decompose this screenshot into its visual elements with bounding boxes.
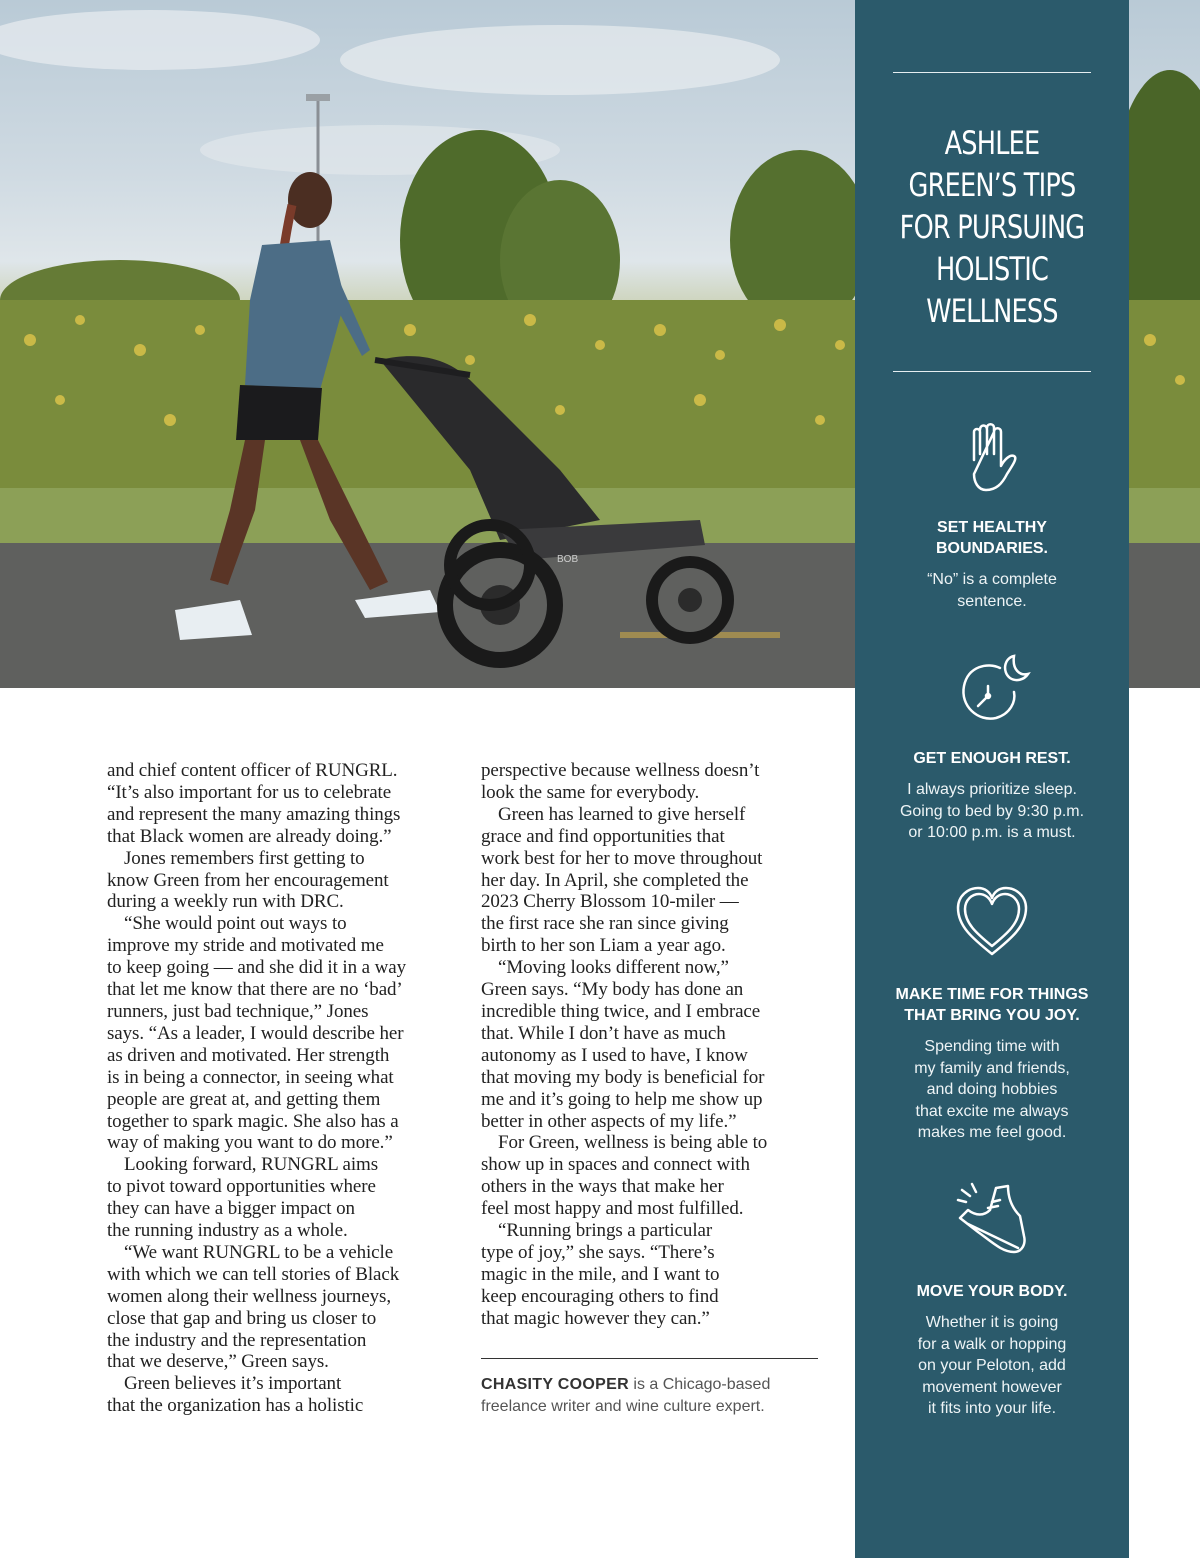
article-column-left <box>107 760 447 1417</box>
article-line: feel most happy and most fulfilled. <box>481 1198 744 1220</box>
article-line: incredible thing twice, and I embrace <box>481 1000 761 1022</box>
tip-heading <box>865 517 1119 559</box>
article-line: together to spark magic. She also has a <box>107 1110 399 1132</box>
tip-heading-line: MOVE YOUR BODY. <box>916 1283 1068 1300</box>
article-line: is in being a connector, in seeing what <box>107 1066 394 1088</box>
tip-body-line: Going to bed by 9:30 p.m. <box>899 802 1085 820</box>
running-shoe-icon <box>952 1180 1032 1260</box>
article-line: people are great at, and getting them <box>107 1088 381 1110</box>
sidebar-title-line: WELLNESS <box>926 292 1058 330</box>
article-line: Green believes it’s important <box>124 1373 342 1395</box>
article-line: the running industry as a whole. <box>107 1220 348 1242</box>
tip-body-line: on your Peloton, add <box>918 1357 1066 1374</box>
tip-heading <box>865 1281 1119 1302</box>
article-line: others in the ways that make her <box>481 1176 724 1198</box>
article-line: know Green from her encouragement <box>107 869 389 891</box>
tip-body-line: for a walk or hopping <box>917 1335 1067 1353</box>
sidebar-title-line: GREEN’S TIPS <box>908 166 1076 204</box>
article-line: type of joy,” she says. “There’s <box>481 1241 715 1263</box>
article-line: show up in spaces and connect with <box>481 1154 750 1176</box>
article-line: me and it’s going to help me show up <box>481 1088 763 1110</box>
article-line: her day. In April, she completed the <box>481 869 749 891</box>
tip-heading <box>865 984 1119 1026</box>
article-line: the industry and the representation <box>107 1329 367 1351</box>
article-line: way of making you want to do more.” <box>107 1132 393 1154</box>
article-line: and represent the many amazing things <box>107 803 401 825</box>
tip-body-line: I always prioritize sleep. <box>907 781 1077 798</box>
tip-body-line: that excite me always <box>915 1102 1069 1120</box>
article-line: birth to her son Liam a year ago. <box>481 935 726 957</box>
article-paragraph <box>481 804 811 957</box>
article-line: that Black women are already doing.” <box>107 825 392 847</box>
article-line: Jones remembers first getting to <box>124 847 365 869</box>
article-line: “She would point out ways to <box>124 913 347 935</box>
article-paragraph <box>481 1132 811 1220</box>
article-line: that moving my body is beneficial for <box>481 1066 765 1088</box>
article-line: during a weekly run with DRC. <box>107 891 344 913</box>
tip-heading-line: SET HEALTHY <box>937 519 1047 536</box>
hand-icon <box>952 418 1032 498</box>
article-line: that magic however they can.” <box>481 1307 710 1329</box>
stroller-brand-label: BOB <box>557 554 579 565</box>
author-bio <box>481 1374 821 1418</box>
sidebar-title-rule <box>893 371 1091 372</box>
article-line: improve my stride and motivated me <box>107 935 384 957</box>
tip-body-line: sentence. <box>957 592 1027 610</box>
article-line: magic in the mile, and I want to <box>481 1263 720 1285</box>
article-line: “It’s also important for us to celebrate <box>107 781 392 803</box>
article-line: runners, just bad technique,” Jones <box>107 1000 369 1022</box>
article-paragraph <box>107 1154 447 1242</box>
article-line: as driven and motivated. Her strength <box>107 1044 390 1066</box>
article-line: perspective because wellness doesn’t <box>481 760 760 781</box>
article-line: better in other aspects of my life.” <box>481 1110 737 1132</box>
article-line: grace and find opportunities that <box>481 825 725 847</box>
heart-icon <box>952 882 1032 962</box>
article-line: Looking forward, RUNGRL aims <box>124 1154 379 1176</box>
article-paragraph <box>481 1220 811 1330</box>
article-line: and chief content officer of RUNGRL. <box>107 760 398 781</box>
tip-body-line: Whether it is going <box>925 1314 1059 1331</box>
tip-body-line: makes me feel good. <box>917 1124 1067 1141</box>
tip-body-line: “No” is a complete <box>927 571 1057 588</box>
article-line: “Running brings a particular <box>498 1220 713 1242</box>
author-bio-text: freelance writer and wine culture expert. <box>481 1398 765 1415</box>
article-line: keep encouraging others to find <box>481 1285 719 1307</box>
article-paragraph <box>107 1242 447 1373</box>
tip-body-line: and doing hobbies <box>926 1081 1058 1098</box>
article-paragraph <box>481 760 811 804</box>
sidebar-title-line: FOR PURSUING <box>899 208 1085 246</box>
clock-moon-icon <box>952 650 1032 730</box>
tip-body <box>875 569 1109 612</box>
article-line: with which we can tell stories of Black <box>107 1263 400 1285</box>
article-line: autonomy as I used to have, I know <box>481 1044 748 1066</box>
article-line: says. “As a leader, I would describe her <box>107 1022 404 1044</box>
sidebar-title-line: ASHLEE <box>944 124 1040 162</box>
sidebar-title-line: HOLISTIC <box>935 250 1049 288</box>
tip-body <box>875 1036 1109 1144</box>
tip-heading-line: MAKE TIME FOR THINGS <box>895 986 1089 1003</box>
article-paragraph <box>107 1373 447 1417</box>
article-line: the first race she ran since giving <box>481 913 729 935</box>
article-line: For Green, wellness is being able to <box>498 1132 768 1154</box>
article-line: that. While I don’t have as much <box>481 1022 726 1044</box>
article-line: that let me know that there are no ‘bad’ <box>107 979 403 1001</box>
article-line: they can have a bigger impact on <box>107 1198 355 1220</box>
bio-divider <box>481 1358 818 1359</box>
article-paragraph <box>107 760 447 848</box>
article-line: to pivot toward opportunities where <box>107 1176 376 1198</box>
author-bio-text: is a Chicago-based <box>628 1376 771 1393</box>
tip-heading-line: GET ENOUGH REST. <box>913 750 1071 767</box>
article-line: Green says. “My body has done an <box>481 979 744 1001</box>
article-line: to keep going — and she did it in a way <box>107 957 406 979</box>
article-paragraph <box>107 913 447 1154</box>
tip-body-line: Spending time with <box>924 1038 1060 1055</box>
article-line: 2023 Cherry Blossom 10-miler — <box>481 891 739 913</box>
tips-sidebar <box>855 0 1129 1558</box>
tip-body-line: movement however <box>922 1378 1062 1396</box>
article-line: look the same for everybody. <box>481 781 700 803</box>
article-line: women along their wellness journeys, <box>107 1285 391 1307</box>
tip-body-line: or 10:00 p.m. is a must. <box>908 824 1076 841</box>
article-paragraph <box>107 848 447 914</box>
article-line: “Moving looks different now,” <box>498 957 729 979</box>
article-column-right <box>481 760 811 1330</box>
tip-body <box>875 779 1109 844</box>
tip-heading <box>865 748 1119 769</box>
article-line: that we deserve,” Green says. <box>107 1351 329 1373</box>
tip-heading-line: THAT BRING YOU JOY. <box>904 1007 1080 1024</box>
author-name: CHASITY COOPER <box>481 1376 629 1393</box>
tip-heading-line: BOUNDARIES. <box>935 540 1048 557</box>
article-line: Green has learned to give herself <box>498 803 746 825</box>
tip-body <box>875 1312 1109 1420</box>
tip-body-line: it fits into your life. <box>927 1400 1057 1417</box>
article-paragraph <box>481 957 811 1132</box>
article-line: that the organization has a holistic <box>107 1395 364 1417</box>
article-line: close that gap and bring us closer to <box>107 1307 377 1329</box>
tip-body-line: my family and friends, <box>914 1059 1070 1077</box>
article-line: “We want RUNGRL to be a vehicle <box>124 1241 394 1263</box>
sidebar-top-rule <box>893 72 1091 73</box>
article-line: work best for her to move throughout <box>481 847 763 869</box>
sidebar-title <box>882 122 1101 332</box>
